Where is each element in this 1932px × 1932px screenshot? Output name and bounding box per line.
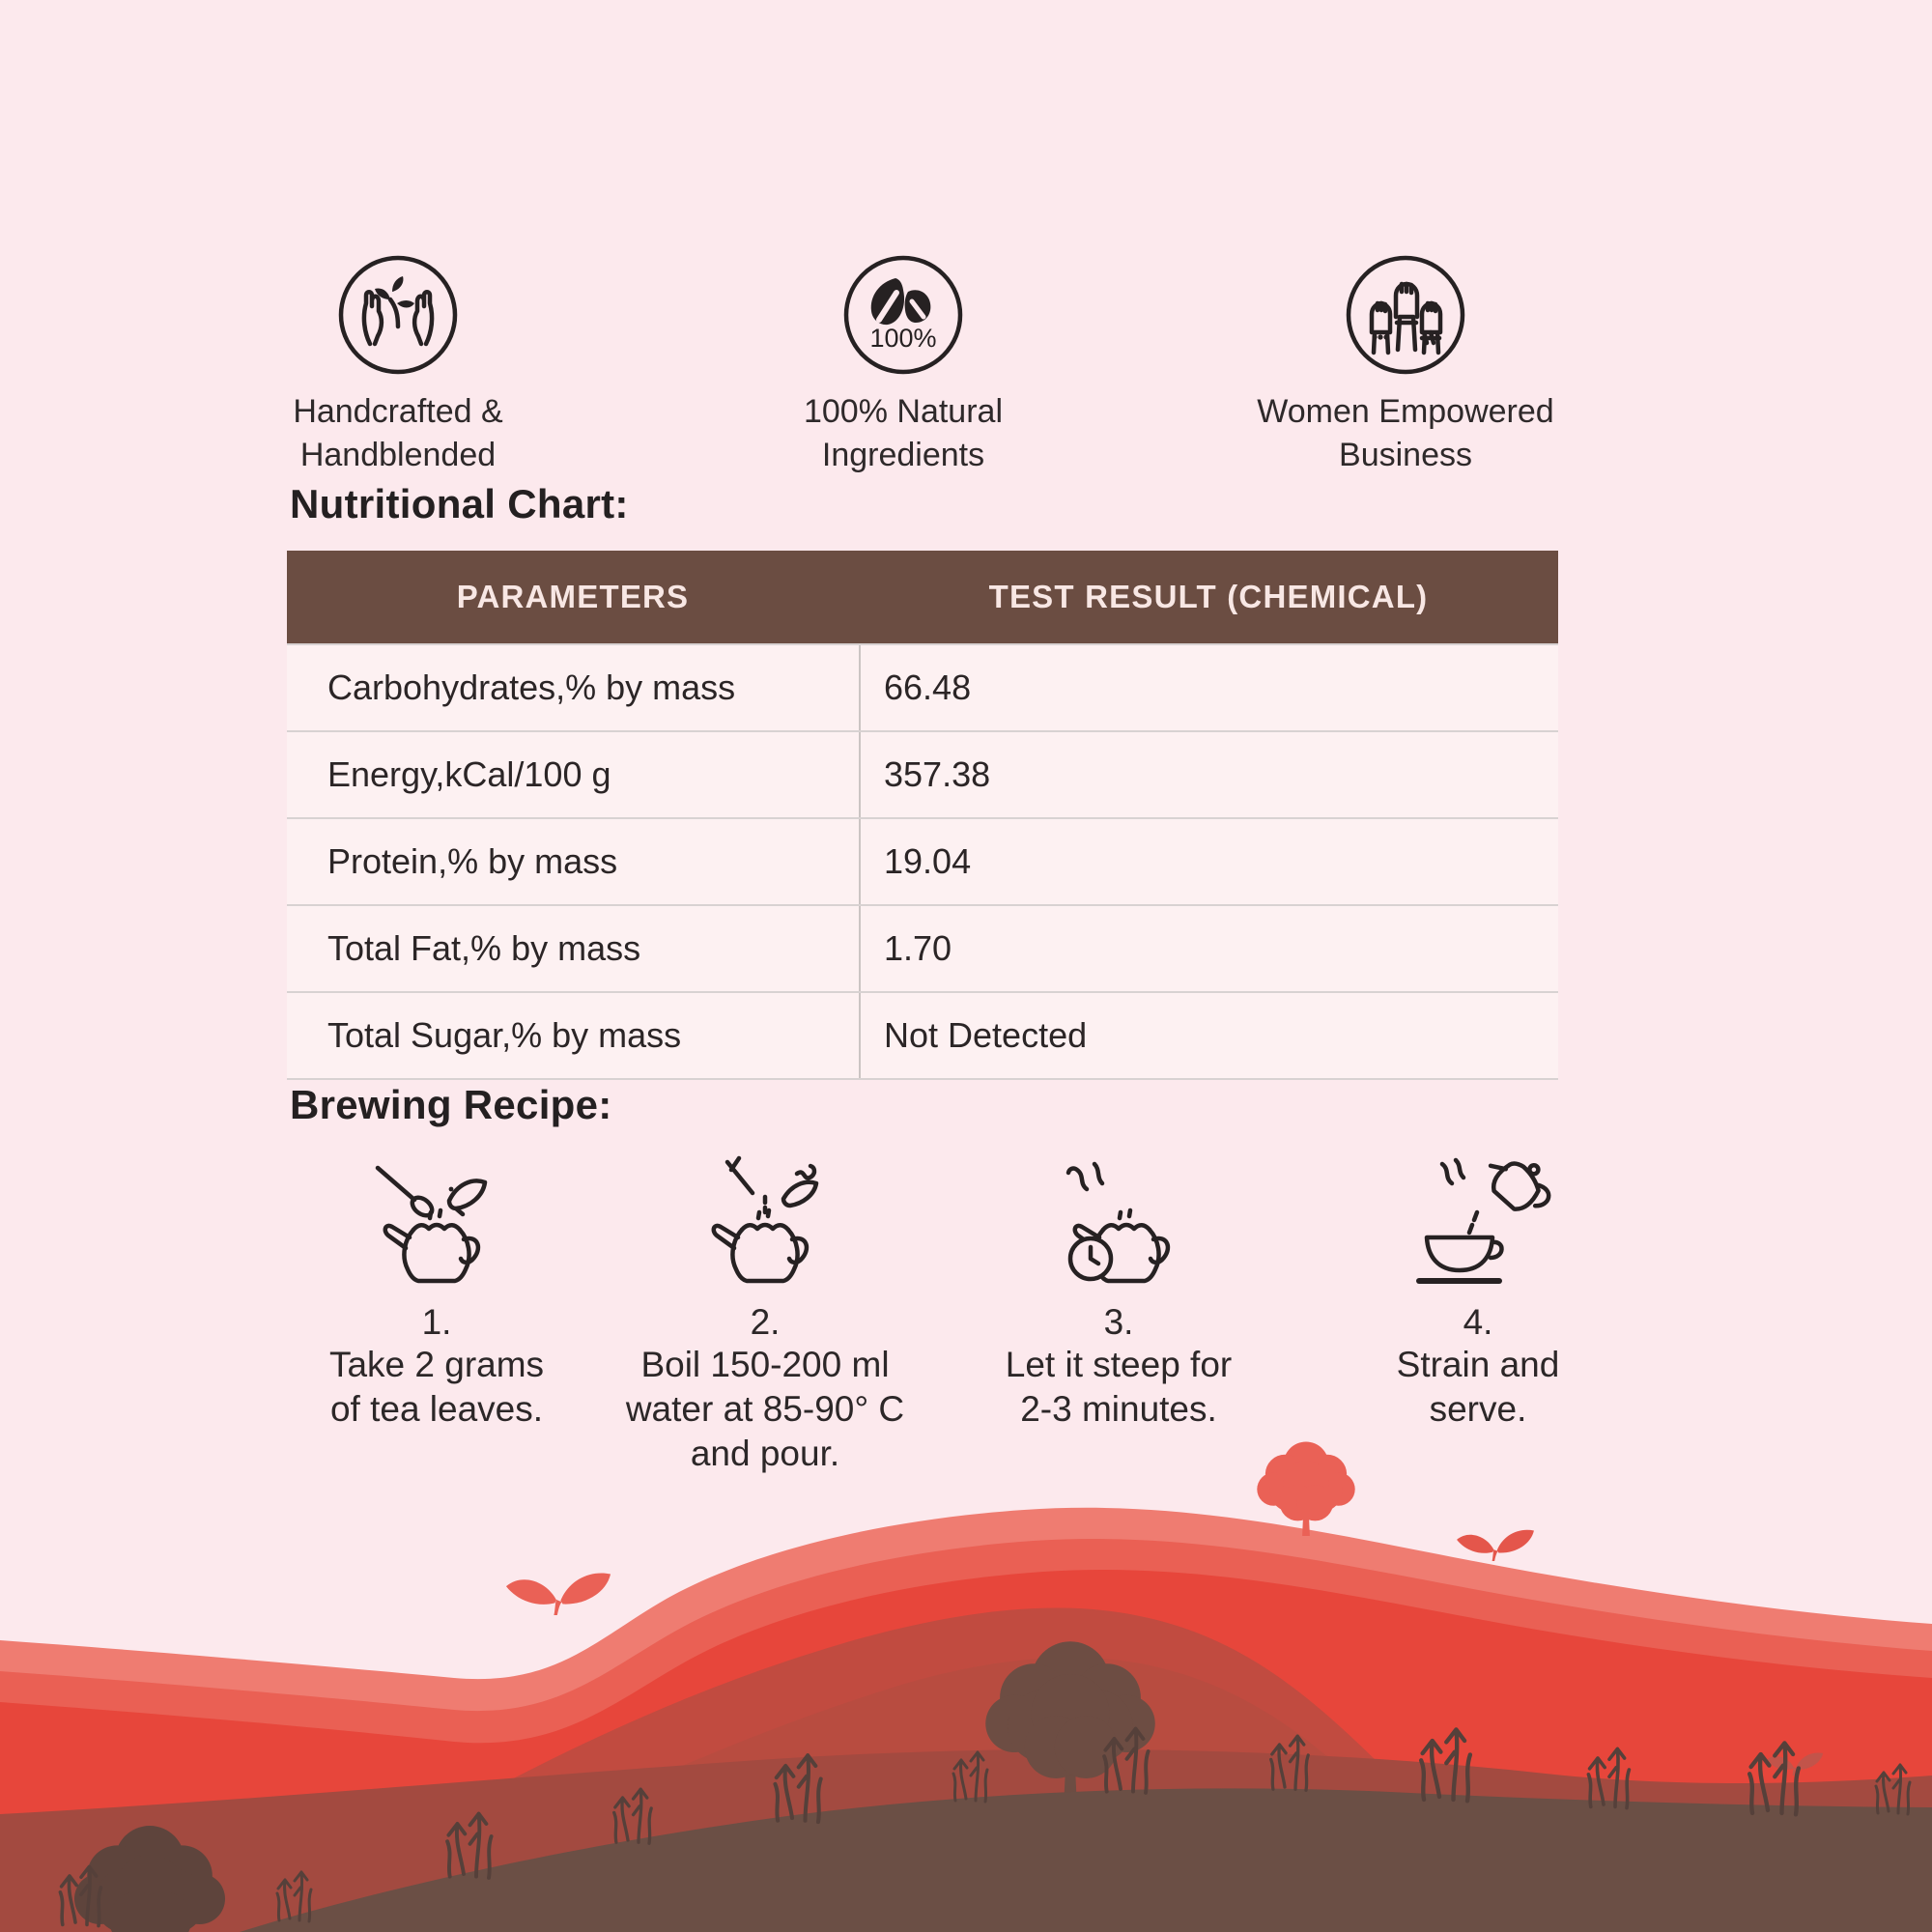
brewing-step-1 — [272, 1151, 601, 1432]
step-text-line: 2-3 minutes. — [1020, 1389, 1217, 1429]
badge-label — [1232, 390, 1579, 477]
row-result: Not Detected — [859, 993, 1558, 1078]
sprout-leaves-icon — [506, 1573, 611, 1615]
row-result: 357.38 — [859, 732, 1558, 817]
badge-label-line1: Handcrafted & — [293, 393, 503, 430]
badge-handcrafted — [224, 253, 572, 477]
badge-women-empowered — [1232, 253, 1579, 477]
brewing-step-3 — [954, 1151, 1283, 1432]
strain-serve-cup-icon — [1314, 1151, 1642, 1298]
step-text-line: Boil 150-200 ml — [640, 1345, 890, 1384]
badge-label-line1: 100% Natural — [803, 393, 1003, 430]
step-text-line: Let it steep for — [1005, 1345, 1233, 1384]
row-parameter: Total Sugar,% by mass — [327, 1015, 682, 1055]
nutritional-chart-heading: Nutritional Chart: — [290, 481, 629, 526]
step-text-line: Strain and — [1396, 1345, 1560, 1384]
brewing-recipe-heading: Brewing Recipe: — [290, 1082, 612, 1127]
badge-natural — [729, 253, 1077, 477]
table-row — [287, 817, 1558, 904]
row-result: 1.70 — [859, 906, 1558, 991]
badge-label-line1: Women Empowered — [1257, 393, 1554, 430]
badge-label — [224, 390, 572, 477]
hills-landscape-illustration — [0, 1391, 1932, 1932]
badge-label — [729, 390, 1077, 477]
red-tree — [1257, 1442, 1354, 1537]
brewing-step-4 — [1314, 1151, 1642, 1432]
step-text-line: of tea leaves. — [329, 1389, 544, 1429]
row-parameter: Total Fat,% by mass — [327, 928, 641, 968]
table-row — [287, 991, 1558, 1080]
step-text-line: water at 85-90° C — [625, 1389, 905, 1429]
badge-label-line2: Handblended — [299, 437, 497, 473]
nutrition-table-header — [287, 551, 1558, 643]
row-parameter: Energy,kCal/100 g — [327, 754, 611, 794]
nutrition-table — [287, 551, 1558, 1080]
raised-fists-icon — [1344, 253, 1467, 377]
badge-label-line2: Business — [1339, 437, 1472, 473]
boil-pour-teapot-icon — [601, 1151, 929, 1298]
badge-value-text: 100% — [869, 324, 937, 353]
table-row — [287, 904, 1558, 991]
step-number: 3. — [1103, 1302, 1134, 1342]
step-number: 4. — [1463, 1302, 1493, 1342]
step-text-line: and pour. — [690, 1434, 840, 1473]
column-header-test-result: TEST RESULT (CHEMICAL) — [988, 579, 1429, 614]
row-parameter: Protein,% by mass — [327, 841, 618, 881]
row-parameter: Carbohydrates,% by mass — [327, 668, 736, 707]
sprout-leaves-icon — [1457, 1530, 1534, 1561]
step-text-line: Take 2 grams — [328, 1345, 545, 1384]
table-row — [287, 730, 1558, 817]
row-result: 66.48 — [859, 645, 1558, 730]
badge-label-line2: Ingredients — [821, 437, 985, 473]
hands-sprout-icon — [336, 253, 460, 377]
step-number: 1. — [421, 1302, 452, 1342]
step-number: 2. — [750, 1302, 781, 1342]
feature-badges — [0, 253, 1932, 504]
table-row — [287, 643, 1558, 730]
row-result: 19.04 — [859, 819, 1558, 904]
step-text-line: serve. — [1429, 1389, 1527, 1429]
spoon-teapot-icon — [272, 1151, 601, 1298]
column-header-parameters: PARAMETERS — [456, 579, 690, 614]
steep-timer-teapot-icon — [954, 1151, 1283, 1298]
natural-leaves-icon — [841, 253, 965, 377]
